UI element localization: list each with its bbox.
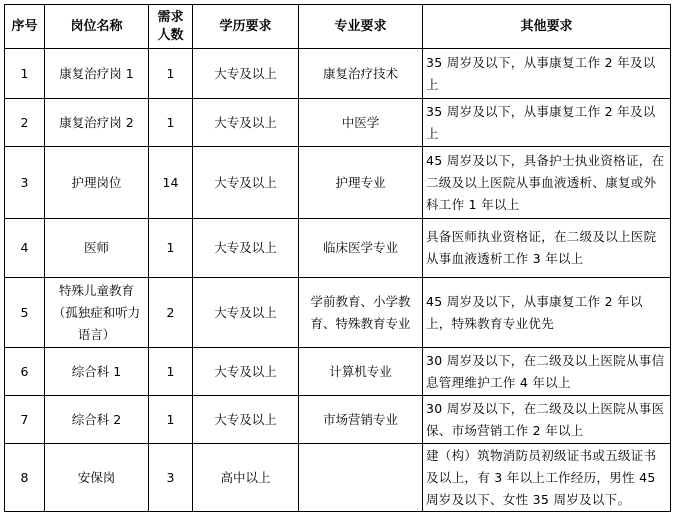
cell-count: 3 <box>149 444 193 512</box>
cell-count: 1 <box>149 348 193 396</box>
cell-position: 医师 <box>45 219 149 278</box>
cell-no: 8 <box>5 444 45 512</box>
cell-education: 大专及以上 <box>193 278 299 348</box>
cell-major <box>299 444 423 512</box>
cell-other: 具备医师执业资格证，在二级及以上医院从事血液透析工作 3 年以上 <box>423 219 671 278</box>
cell-no: 3 <box>5 147 45 219</box>
cell-no: 6 <box>5 348 45 396</box>
cell-position: 综合科 2 <box>45 396 149 444</box>
header-major: 专业要求 <box>299 5 423 49</box>
cell-other: 建（构）筑物消防员初级证书或五级证书及以上，有 3 年以上工作经历，男性 45 周岁及以下、女性 35 周岁及以下。 <box>423 444 671 512</box>
header-education: 学历要求 <box>193 5 299 49</box>
cell-major: 康复治疗技术 <box>299 49 423 99</box>
cell-position: 特殊儿童教育（孤独症和听力语言） <box>45 278 149 348</box>
table-row <box>5 396 671 444</box>
table-row <box>5 99 671 147</box>
cell-other: 45 周岁及以下，具备护士执业资格证，在二级及以上医院从事血液透析、康复或外科工作 1 年以上 <box>423 147 671 219</box>
cell-count: 1 <box>149 99 193 147</box>
header-no: 序号 <box>5 5 45 49</box>
cell-position: 安保岗 <box>45 444 149 512</box>
cell-major: 临床医学专业 <box>299 219 423 278</box>
cell-education: 大专及以上 <box>193 147 299 219</box>
cell-position: 综合科 1 <box>45 348 149 396</box>
table-row <box>5 49 671 99</box>
table-row <box>5 147 671 219</box>
cell-major: 中医学 <box>299 99 423 147</box>
cell-education: 大专及以上 <box>193 348 299 396</box>
header-count: 需求人数 <box>149 5 193 49</box>
cell-education: 大专及以上 <box>193 99 299 147</box>
table-row <box>5 278 671 348</box>
cell-major: 学前教育、小学教育、特殊教育专业 <box>299 278 423 348</box>
cell-education: 大专及以上 <box>193 49 299 99</box>
cell-position: 康复治疗岗 2 <box>45 99 149 147</box>
cell-other: 30 周岁及以下，在二级及以上医院从事医保、市场营销工作 2 年以上 <box>423 396 671 444</box>
cell-no: 4 <box>5 219 45 278</box>
cell-count: 1 <box>149 396 193 444</box>
cell-other: 35 周岁及以下，从事康复工作 2 年及以上 <box>423 99 671 147</box>
cell-major: 护理专业 <box>299 147 423 219</box>
cell-count: 14 <box>149 147 193 219</box>
cell-other: 45 周岁及以下，从事康复工作 2 年以上，特殊教育专业优先 <box>423 278 671 348</box>
cell-count: 2 <box>149 278 193 348</box>
cell-position: 康复治疗岗 1 <box>45 49 149 99</box>
cell-no: 2 <box>5 99 45 147</box>
cell-major: 市场营销专业 <box>299 396 423 444</box>
cell-other: 35 周岁及以下，从事康复工作 2 年及以上 <box>423 49 671 99</box>
cell-other: 30 周岁及以下，在二级及以上医院从事信息管理维护工作 4 年以上 <box>423 348 671 396</box>
cell-major: 计算机专业 <box>299 348 423 396</box>
cell-position: 护理岗位 <box>45 147 149 219</box>
table-row <box>5 348 671 396</box>
cell-no: 7 <box>5 396 45 444</box>
cell-count: 1 <box>149 49 193 99</box>
cell-education: 高中以上 <box>193 444 299 512</box>
header-other: 其他要求 <box>423 5 671 49</box>
table-row <box>5 444 671 512</box>
cell-education: 大专及以上 <box>193 219 299 278</box>
recruitment-table <box>4 4 671 512</box>
header-position: 岗位名称 <box>45 5 149 49</box>
header-row <box>5 5 671 49</box>
cell-count: 1 <box>149 219 193 278</box>
cell-no: 5 <box>5 278 45 348</box>
cell-no: 1 <box>5 49 45 99</box>
cell-education: 大专及以上 <box>193 396 299 444</box>
table-row <box>5 219 671 278</box>
